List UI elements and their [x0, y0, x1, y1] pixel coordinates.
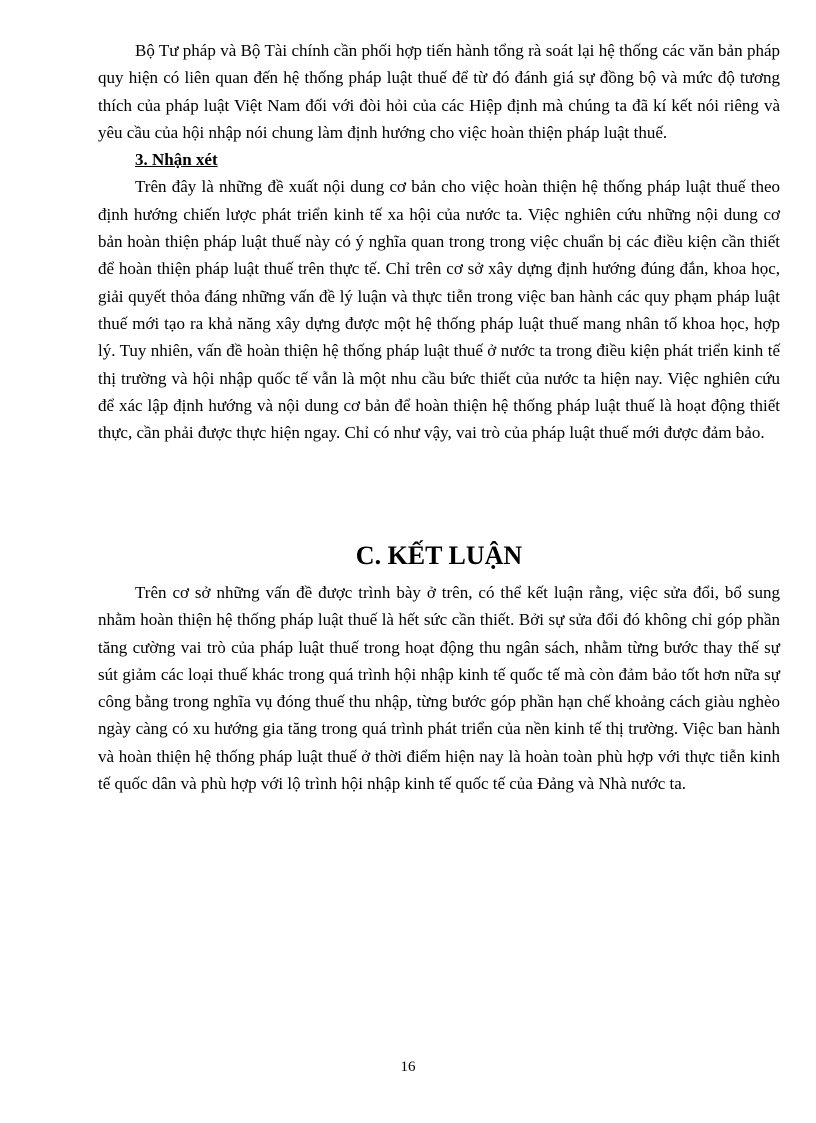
upper-text-block	[98, 37, 780, 446]
section-heading-remarks: 3. Nhận xét	[135, 150, 218, 170]
paragraph-remarks: Trên đây là những đề xuất nội dung cơ bản cho việc hoàn thiện hệ thống pháp luật thuế theo định hướng chiến lược phát triển kinh tế xa hội của nước ta. Việc nghiên cứu những nội dung cơ bản hoàn thiện pháp luật thuế này có ý nghĩa quan trong trong việc chuẩn bị các điều kiện cần thiết để hoàn thiện pháp luật thuế trên thực tế. Chỉ trên cơ sở xây dựng định hướng đúng đắn, khoa học, giải quyết thỏa đáng những vấn đề lý luận và thực tiễn trong việc ban hành các quy phạm pháp luật thuế mới tạo ra khả năng xây dựng được một hệ thống pháp luật thuế mang nhân tố khoa học, hợp lý. Tuy nhiên, vấn đề hoàn thiện hệ thống pháp luật thuế ở nước ta trong điều kiện phát triển kinh tế thị trường và hội nhập quốc tế vẫn là một nhu cầu bức thiết của nước ta hiện nay. Việc nghiên cứu để xác lập định hướng và nội dung cơ bản để hoàn thiện hệ thống pháp luật thuế là hoạt động thiết thực, cần phải được thực hiện ngay. Chỉ có như vậy, vai trò của pháp luật thuế mới được đảm bảo.	[98, 177, 780, 443]
page-number: 16	[400, 1059, 416, 1075]
paragraph-review-legal-documents: Bộ Tư pháp và Bộ Tài chính cần phối hợp tiến hành tổng rà soát lại hệ thống các văn bản pháp quy hiện có liên quan đến hệ thống pháp luật thuế để từ đó đánh giá sự đồng bộ và mức độ tương thích của pháp luật Việt Nam đối với đòi hỏi của các Hiệp định mà chúng ta đã kí kết nói riêng và yêu cầu của hội nhập nói chung làm định hướng cho việc hoàn thiện pháp luật thuế.	[98, 41, 780, 142]
chapter-title-conclusion: C. KẾT LUẬN	[355, 541, 523, 570]
paragraph-conclusion: Trên cơ sở những vấn đề được trình bày ở trên, có thể kết luận rằng, việc sửa đổi, bổ sung nhằm hoàn thiện hệ thống pháp luật thuế là hết sức cần thiết. Bởi sự sửa đổi đó không chỉ góp phần tăng cường vai trò của pháp luật thuế trong hoạt động thu ngân sách, nhằm từng bước thay thế sự sút giảm các loại thuế khác trong quá trình hội nhập kinh tế quốc tế mà còn đảm bảo tốt hơn nữa sự công bằng trong nghĩa vụ đóng thuế thu nhập, từng bước góp phần hạn chế khoảng cách giàu nghèo ngày càng có xu hướng gia tăng trong quá trình phát triển của nền kinh tế thị trường. Việc ban hành và hoàn thiện hệ thống pháp luật thuế ở thời điểm hiện nay là hoàn toàn phù hợp với thực tiễn kinh tế quốc dân và phù hợp với lộ trình hội nhập kinh tế quốc tế của Đảng và Nhà nước ta.	[98, 583, 780, 794]
conclusion-text-block	[98, 579, 780, 797]
